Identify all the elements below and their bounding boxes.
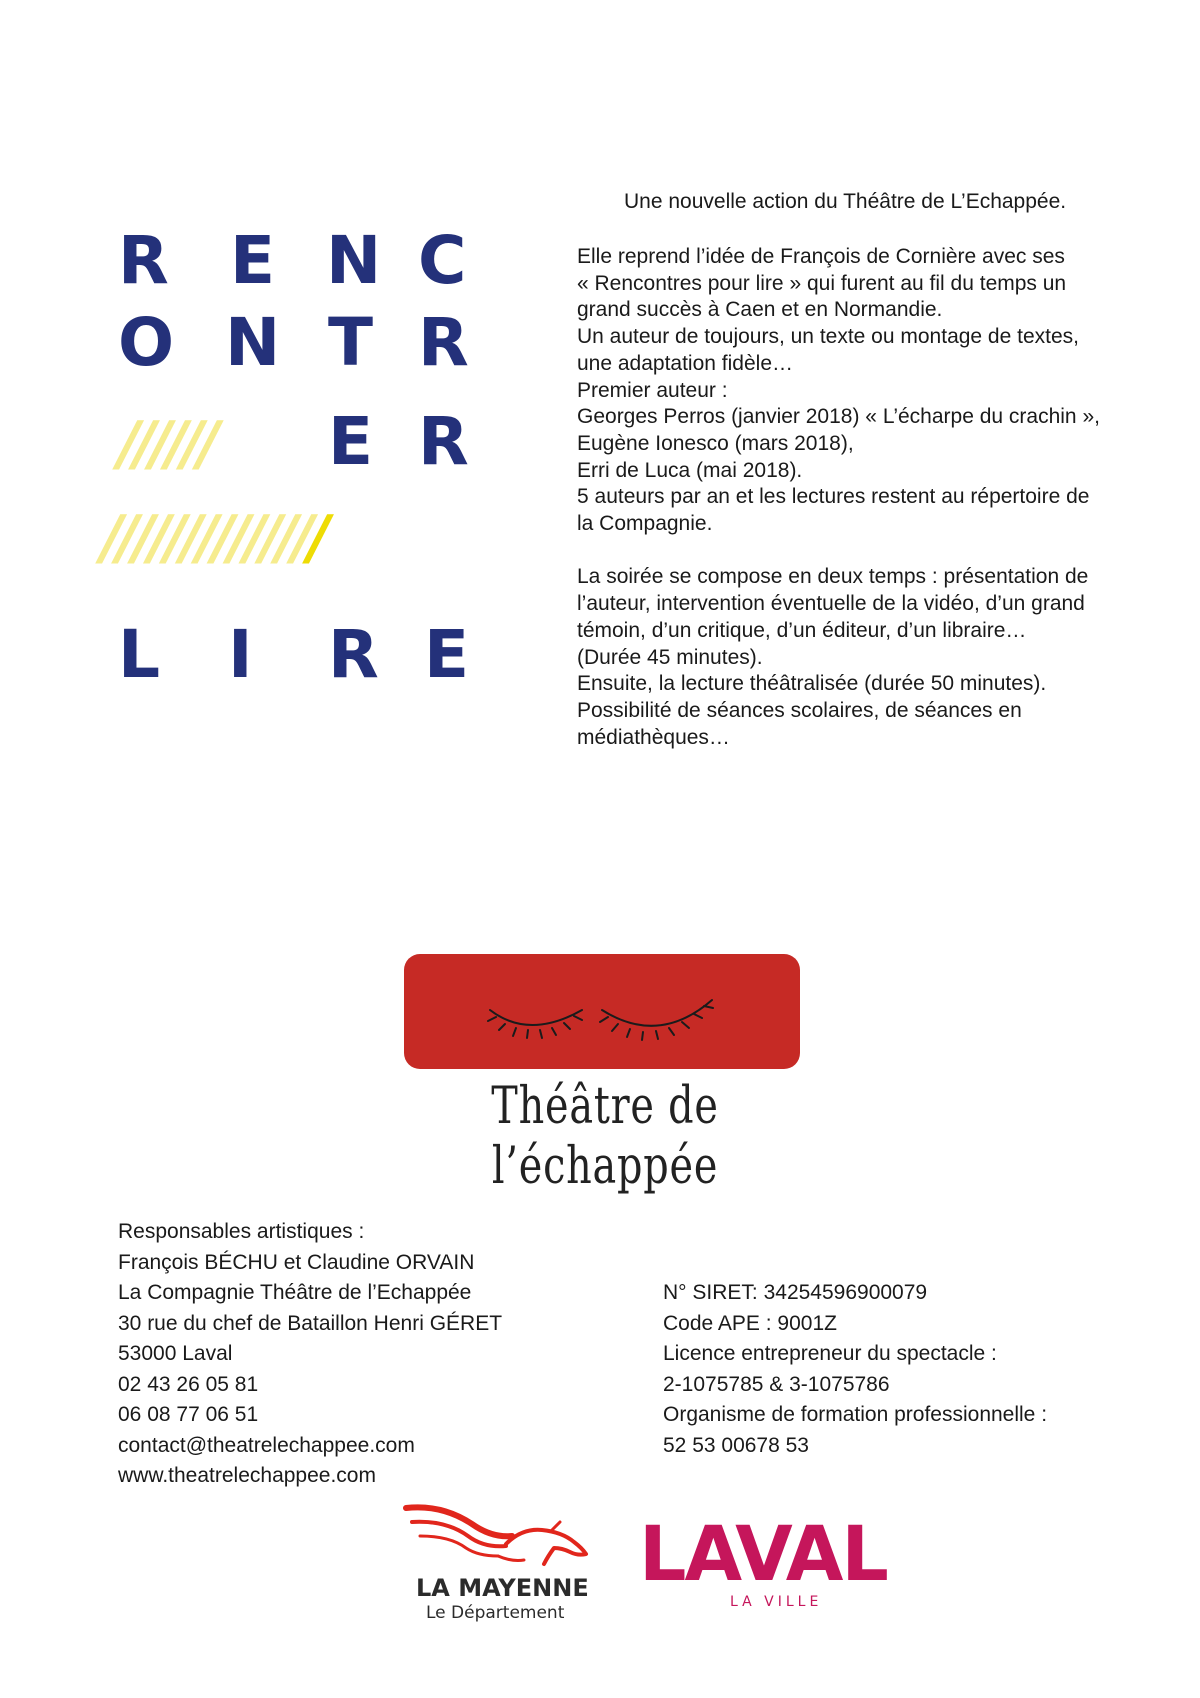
legal-line: Organisme de formation professionnelle : bbox=[663, 1403, 1048, 1426]
text-line: témoin, d’un critique, d’un éditeur, d’un libraire… bbox=[577, 618, 1027, 642]
title-letter: N bbox=[225, 304, 281, 381]
logo-caption: Théâtre de l’échappée bbox=[491, 1077, 719, 1196]
paragraph-1 bbox=[577, 244, 1152, 538]
title-letter: O bbox=[118, 304, 175, 381]
text-line: la Compagnie. bbox=[577, 512, 713, 536]
text-line: Eugène Ionesco (mars 2018), bbox=[577, 431, 854, 455]
website-link[interactable]: www.theatrelechappee.com bbox=[118, 1464, 376, 1487]
text-line: l’auteur, intervention éventuelle de la vidéo, d’un grand bbox=[577, 592, 1085, 616]
title-letter: I bbox=[228, 616, 253, 693]
email-link[interactable]: contact@theatrelechappee.com bbox=[118, 1433, 415, 1457]
intro-text: Une nouvelle action du Théâtre de L’Echappée. bbox=[624, 190, 1067, 213]
text-line: « Rencontres pour lire » qui furent au fil du temps un bbox=[577, 271, 1067, 295]
title-row-3 bbox=[118, 403, 478, 480]
legal-line: Licence entrepreneur du spectacle : bbox=[663, 1342, 997, 1365]
text-line: Possibilité de séances scolaires, de séances en bbox=[577, 698, 1022, 722]
contact-line: François BÉCHU et Claudine ORVAIN bbox=[118, 1250, 475, 1274]
title-letter: R bbox=[328, 616, 379, 693]
title-letter: R bbox=[418, 304, 469, 381]
legal-line: N° SIRET: 34254596900079 bbox=[663, 1281, 928, 1304]
text-line: Un auteur de toujours, un texte ou montage de textes, bbox=[577, 325, 1079, 349]
contact-block bbox=[118, 1217, 502, 1492]
legal-block bbox=[663, 1278, 1047, 1461]
text-line: La soirée se compose en deux temps : présentation de bbox=[577, 565, 1089, 589]
title-letter: C bbox=[418, 222, 467, 299]
legal-line: 52 53 00678 53 bbox=[663, 1433, 809, 1457]
mayenne-horse-logo bbox=[402, 1500, 590, 1572]
laval-subtitle: LA VILLE bbox=[730, 1594, 823, 1610]
contact-line: 53000 Laval bbox=[118, 1342, 233, 1365]
phone-1: 02 43 26 05 81 bbox=[118, 1372, 259, 1396]
slash-run: ///////////// bbox=[101, 503, 308, 573]
intro-line bbox=[624, 188, 1184, 215]
title-letter: R bbox=[118, 222, 169, 299]
title-letter: T bbox=[328, 304, 374, 381]
mayenne-subtitle: Le Département bbox=[426, 1603, 565, 1623]
legal-line: 2-1075785 & 3-1075786 bbox=[663, 1372, 890, 1396]
text-line: Erri de Luca (mai 2018). bbox=[577, 458, 803, 482]
title-letter: E bbox=[424, 616, 470, 693]
title-letter: L bbox=[118, 616, 161, 693]
logo-red-block bbox=[404, 954, 800, 1069]
text-line: une adaptation fidèle… bbox=[577, 351, 793, 375]
contact-line: La Compagnie Théâtre de l’Echappée bbox=[118, 1281, 472, 1304]
legal-line: Code APE : 9001Z bbox=[663, 1311, 837, 1335]
slash-accent: / bbox=[307, 503, 324, 573]
mayenne-title: LA MAYENNE bbox=[416, 1574, 589, 1602]
title-letter: E bbox=[230, 222, 276, 299]
slash-decoration-long bbox=[101, 503, 324, 573]
text-line: Premier auteur : bbox=[577, 378, 728, 402]
text-line: 5 auteurs par an et les lectures restent au répertoire de bbox=[577, 485, 1090, 509]
title-row-2 bbox=[118, 304, 478, 381]
phone-2: 06 08 77 06 51 bbox=[118, 1403, 259, 1426]
text-line: (Durée 45 minutes). bbox=[577, 645, 763, 669]
laval-wordmark: LAVAL bbox=[639, 1509, 887, 1598]
theatre-logo bbox=[404, 954, 800, 1069]
text-line: médiathèques… bbox=[577, 725, 730, 749]
description bbox=[577, 244, 1152, 751]
text-line: grand succès à Caen et en Normandie. bbox=[577, 298, 943, 322]
text-line: Elle reprend l’idée de François de Cornière avec ses bbox=[577, 245, 1065, 268]
slash-decoration-short: ////// bbox=[118, 409, 214, 479]
title-letter: R bbox=[418, 403, 469, 480]
paragraph-2 bbox=[577, 564, 1152, 751]
title-row-4 bbox=[118, 616, 478, 693]
text-line: Georges Perros (janvier 2018) « L’écharpe du crachin », bbox=[577, 405, 1100, 429]
text-line: Ensuite, la lecture théâtralisée (durée 50 minutes). bbox=[577, 672, 1047, 696]
contact-line: 30 rue du chef de Bataillon Henri GÉRET bbox=[118, 1311, 503, 1335]
title-letter: E bbox=[328, 403, 374, 480]
contact-line: Responsables artistiques : bbox=[118, 1220, 365, 1243]
title-row-1 bbox=[118, 222, 478, 299]
title-letter: N bbox=[326, 222, 382, 299]
